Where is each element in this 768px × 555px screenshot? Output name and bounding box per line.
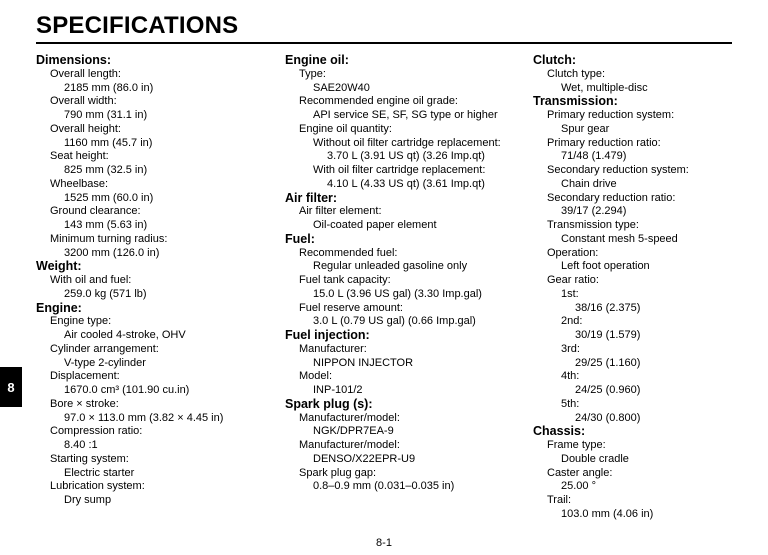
spec-value: INP-101/2 xyxy=(313,384,363,396)
spec-label: Engine oil quantity: xyxy=(299,122,392,135)
spec-label: Engine type: xyxy=(50,315,112,328)
section-heading: Transmission: xyxy=(533,94,618,109)
spec-value: 143 mm (5.63 in) xyxy=(64,219,148,231)
spec-label: Displacement: xyxy=(50,370,120,383)
spec-value: 4.10 L (4.33 US qt) (3.61 Imp.qt) xyxy=(327,177,485,190)
spec-label: Ground clearance: xyxy=(50,205,141,218)
spec-label: Frame type: xyxy=(547,439,606,451)
page-number: 8-1 xyxy=(376,537,392,549)
spec-label: Primary reduction system: xyxy=(547,109,675,121)
spec-label: Primary reduction ratio: xyxy=(547,136,661,149)
spec-label: Air filter element: xyxy=(299,205,382,218)
section-heading: Engine oil: xyxy=(285,53,349,67)
spec-label: Manufacturer/model: xyxy=(299,439,400,451)
spec-value: 1670.0 cm³ (101.90 cu.in) xyxy=(64,384,190,396)
spec-label: Overall height: xyxy=(50,122,121,135)
spec-value: NGK/DPR7EA-9 xyxy=(313,425,394,438)
spec-value: Wet, multiple-disc xyxy=(561,81,648,94)
spec-value: 2185 mm (86.0 in) xyxy=(64,81,154,94)
spec-value: 3rd: xyxy=(561,342,580,355)
spec-label: Seat height: xyxy=(50,150,109,163)
spec-value: 3.70 L (3.91 US qt) (3.26 Imp.qt) xyxy=(327,150,485,163)
title-underline xyxy=(36,42,732,44)
spec-label: Fuel reserve amount: xyxy=(299,301,403,314)
spec-label: Transmission type: xyxy=(547,219,639,231)
spec-label: Minimum turning radius: xyxy=(50,232,168,245)
spec-value: Regular unleaded gasoline only xyxy=(313,260,468,273)
spec-label: Type: xyxy=(299,67,326,80)
spec-value: V-type 2-cylinder xyxy=(64,356,146,369)
spec-value: 29/25 (1.160) xyxy=(575,356,641,369)
section-heading: Air filter: xyxy=(285,190,338,205)
spec-label: Cylinder arrangement: xyxy=(50,342,159,355)
spec-label: Overall length: xyxy=(50,67,121,80)
spec-label: Lubrication system: xyxy=(50,480,145,493)
spec-label: Caster angle: xyxy=(547,466,613,479)
spec-value: Constant mesh 5-speed xyxy=(561,232,678,245)
chapter-tab: 8 xyxy=(0,367,22,407)
spec-value: 1st: xyxy=(561,287,579,300)
section-heading: Fuel injection: xyxy=(285,328,370,342)
spec-value: Air cooled 4-stroke, OHV xyxy=(64,329,186,341)
spec-value: 71/48 (1.479) xyxy=(561,150,627,163)
spec-label: Trail: xyxy=(547,494,572,506)
spec-value: 38/16 (2.375) xyxy=(575,301,641,314)
spec-value: Chain drive xyxy=(561,177,617,190)
page-title: SPECIFICATIONS xyxy=(36,12,239,39)
spec-label: Spark plug gap: xyxy=(299,466,377,479)
spec-label: Secondary reduction ratio: xyxy=(547,191,676,204)
spec-value: Left foot operation xyxy=(561,260,650,273)
spec-value: 39/17 (2.294) xyxy=(561,205,627,218)
spec-value: Dry sump xyxy=(64,494,112,506)
spec-label: Recommended engine oil grade: xyxy=(299,95,458,108)
section-heading: Clutch: xyxy=(533,53,577,67)
spec-value: 24/25 (0.960) xyxy=(575,384,641,396)
spec-label: Secondary reduction system: xyxy=(547,164,689,176)
spec-label: Clutch type: xyxy=(547,67,606,80)
spec-value: With oil filter cartridge replacement: xyxy=(313,164,486,176)
spec-value: 8.40 :1 xyxy=(64,439,98,451)
spec-value: SAE20W40 xyxy=(313,81,370,94)
spec-column-3 xyxy=(533,54,753,522)
spec-value: 4th: xyxy=(561,370,580,383)
spec-label: Compression ratio: xyxy=(50,425,143,438)
spec-value: NIPPON INJECTOR xyxy=(313,356,414,369)
spec-value: 1160 mm (45.7 in) xyxy=(64,136,153,149)
spec-label: Wheelbase: xyxy=(50,177,109,190)
spec-label: Starting system: xyxy=(50,452,129,465)
spec-label: Fuel tank capacity: xyxy=(299,274,391,286)
section-heading: Fuel: xyxy=(285,231,315,246)
spec-value: 790 mm (31.1 in) xyxy=(64,109,148,121)
spec-label: Manufacturer: xyxy=(299,342,367,355)
spec-value: 5th: xyxy=(561,397,580,410)
spec-label: Gear ratio: xyxy=(547,274,599,286)
spec-value: 3200 mm (126.0 in) xyxy=(64,246,160,259)
spec-value: Spur gear xyxy=(561,122,610,135)
spec-value: 3.0 L (0.79 US gal) (0.66 Imp.gal) xyxy=(313,315,476,328)
spec-label: Manufacturer/model: xyxy=(299,411,400,424)
spec-value: 1525 mm (60.0 in) xyxy=(64,191,154,204)
spec-value: Without oil filter cartridge replacement: xyxy=(313,136,501,149)
spec-value: 15.0 L (3.96 US gal) (3.30 Imp.gal) xyxy=(313,287,482,300)
spec-value: API service SE, SF, SG type or higher xyxy=(313,109,498,121)
spec-label: Overall width: xyxy=(50,95,117,108)
spec-value: 24/30 (0.800) xyxy=(575,411,641,424)
spec-label: Operation: xyxy=(547,246,599,259)
spec-value: 259.0 kg (571 lb) xyxy=(64,287,147,300)
spec-value: 25.00 ° xyxy=(561,480,596,493)
spec-value: Electric starter xyxy=(64,466,135,479)
section-heading: Spark plug (s): xyxy=(285,396,373,411)
section-heading: Dimensions: xyxy=(36,53,112,67)
spec-label: With oil and fuel: xyxy=(50,274,132,286)
section-heading: Weight: xyxy=(36,259,82,274)
spec-value: Oil-coated paper element xyxy=(313,219,437,231)
spec-value: Double cradle xyxy=(561,452,629,465)
spec-value: 103.0 mm (4.06 in) xyxy=(561,507,654,520)
section-heading: Chassis: xyxy=(533,424,586,439)
spec-column-1 xyxy=(36,54,276,508)
spec-label: Model: xyxy=(299,370,333,383)
spec-value: 0.8–0.9 mm (0.031–0.035 in) xyxy=(313,480,455,493)
spec-value: 30/19 (1.579) xyxy=(575,329,641,341)
spec-value: 2nd: xyxy=(561,315,583,328)
section-heading: Engine: xyxy=(36,300,82,315)
spec-value: 825 mm (32.5 in) xyxy=(64,164,148,176)
spec-value: 97.0 × 113.0 mm (3.82 × 4.45 in) xyxy=(64,411,224,424)
spec-label: Recommended fuel: xyxy=(299,246,398,259)
spec-value: DENSO/X22EPR-U9 xyxy=(313,452,416,465)
spec-column-2 xyxy=(285,54,525,494)
spec-label: Bore × stroke: xyxy=(50,397,119,410)
